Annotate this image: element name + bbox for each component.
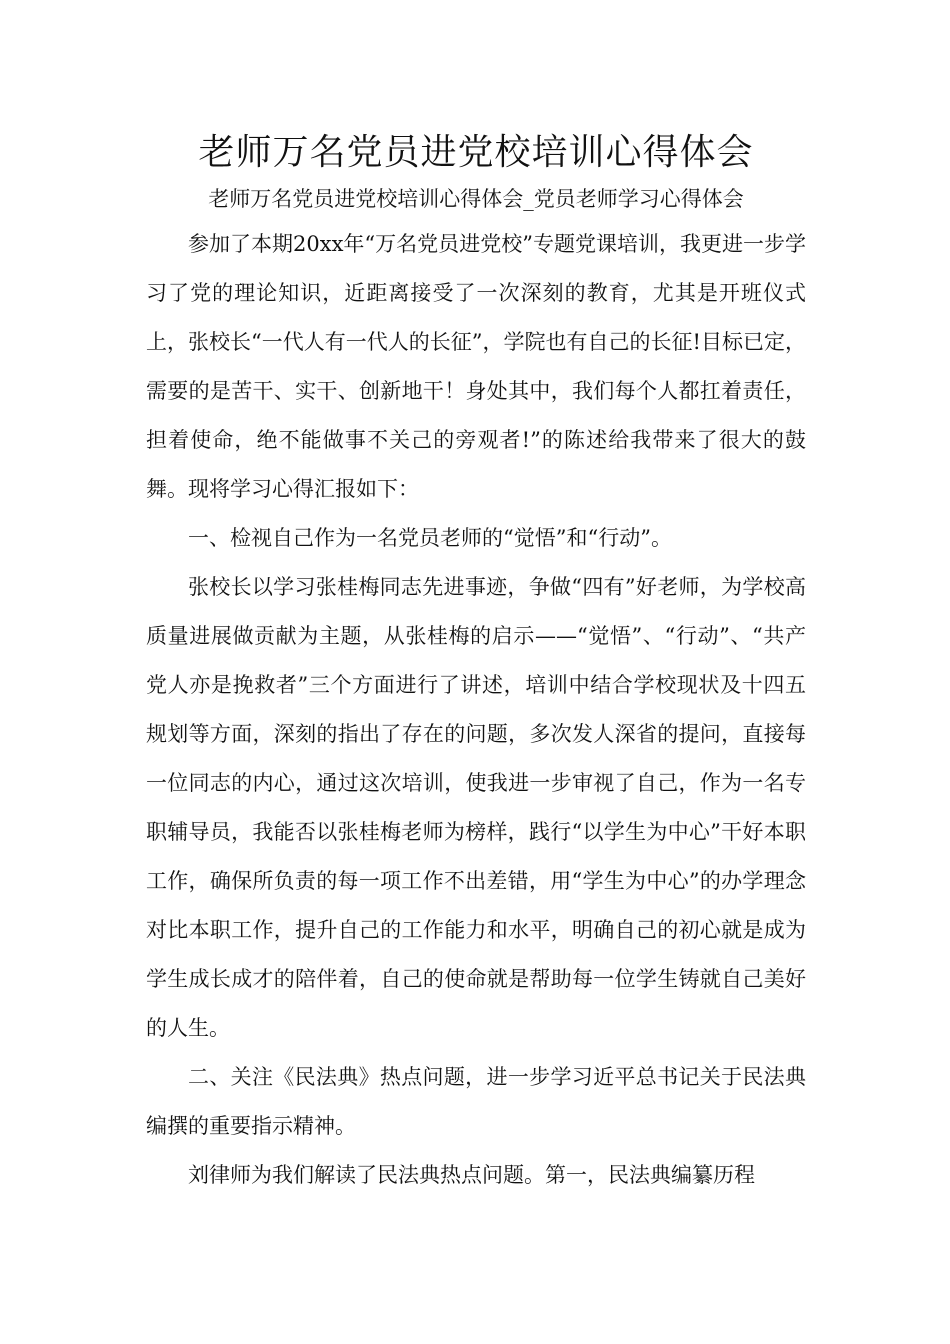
document-title: 老师万名党员进党校培训心得体会 xyxy=(198,132,754,173)
paragraph-intro: 参加了本期20xx年“万名党员进党校”专题党课培训，我更进一步学习了党的理论知识，近距离接受了一次深刻的教育，尤其是开班仪式上，张校长“一代人有一代人的长征”，学院也有自己的长征!目标已定，需要的是苦干、实干、创新地干！身处其中，我们每个人都扛着责任，担着使命，绝不能做事不关己的旁观者!”的陈述给我带来了很大的鼓舞。现将学习心得汇报如下： xyxy=(146,232,806,501)
document-body xyxy=(146,220,806,1200)
paragraph-section-1: 张校长以学习张桂梅同志先进事迹，争做“四有”好老师，为学校高质量进展做贡献为主题，从张桂梅的启示——“觉悟”、“行动”、“共产党人亦是挽救者”三个方面进行了讲述，培训中结合学校现状及十四五规划等方面，深刻的指出了存在的问题，多次发人深省的提问，直接每一位同志的内心，通过这次培训，使我进一步审视了自己，作为一名专职辅导员，我能否以张桂梅老师为榜样，践行“以学生为中心”干好本职工作，确保所负责的每一项工作不出差错，用“学生为中心”的办学理念对比本职工作，提升自己的工作能力和水平，明确自己的初心就是成为学生成长成才的陪伴着，自己的使命就是帮助每一位学生铸就自己美好的人生。 xyxy=(146,575,806,1040)
document-page xyxy=(146,128,806,1200)
section-heading-2: 二、关注《民法典》热点问题，进一步学习近平总书记关于民法典编撰的重要指示精神。 xyxy=(146,1065,806,1138)
document-subtitle: 老师万名党员进党校培训心得体会_党员老师学习心得体会 xyxy=(208,187,744,211)
section-heading-1: 一、检视自己作为一名党员老师的“觉悟”和“行动”。 xyxy=(188,526,672,550)
paragraph-section-2: 刘律师为我们解读了民法典热点问题。第一，民法典编纂历程 xyxy=(188,1163,755,1187)
